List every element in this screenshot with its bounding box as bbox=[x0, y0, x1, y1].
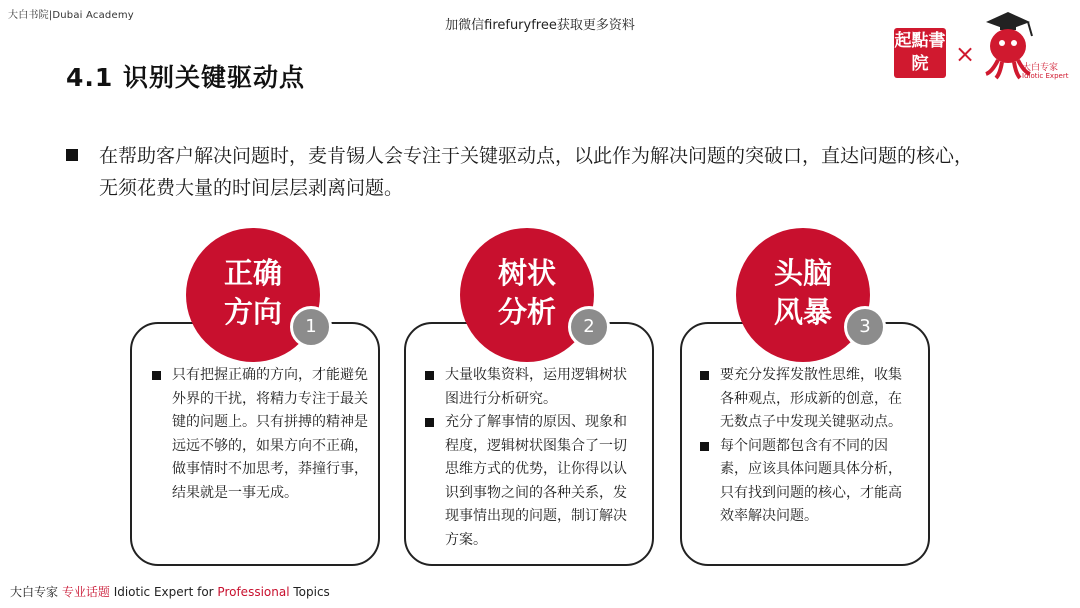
logo-cross: × bbox=[955, 40, 976, 68]
footer-part1: 大白专家 bbox=[10, 585, 59, 599]
list-item-text: 大量收集资料，运用逻辑树状图进行分析研究。 bbox=[445, 367, 627, 407]
list-item-text: 每个问题都包含有不同的因素，应该具体问题具体分析，只有找到问题的核心，才能高效率解决问题。 bbox=[720, 437, 902, 524]
footer-part3: Idiotic Expert for bbox=[113, 585, 218, 599]
mascot-label-cn: 大白专家 bbox=[1022, 63, 1059, 73]
circle-line2: 方向 bbox=[223, 295, 282, 329]
list-item bbox=[425, 411, 635, 552]
circle-line1: 树状 bbox=[497, 256, 556, 290]
list-item-text: 要充分发挥发散性思维，收集各种观点，形成新的创意，在无数点子中发现关键驱动点。 bbox=[720, 367, 902, 430]
footer-part5: Topics bbox=[293, 585, 330, 599]
brand-label: 大白书院|Dubai Academy bbox=[8, 10, 134, 21]
circle-line1: 正确 bbox=[223, 256, 282, 290]
list-item bbox=[700, 364, 912, 435]
bullet-square bbox=[152, 371, 161, 380]
footer-part4: Professional bbox=[217, 585, 290, 599]
circle-line2: 分析 bbox=[497, 295, 556, 329]
list-item bbox=[700, 435, 912, 529]
bullet-square bbox=[425, 371, 434, 380]
circle-line2: 风暴 bbox=[773, 295, 832, 329]
bullet-square bbox=[425, 418, 434, 427]
card-items-tree-analysis bbox=[425, 364, 635, 552]
circle-line1: 头脑 bbox=[773, 256, 832, 290]
footer-part2: 专业话题 bbox=[61, 585, 110, 599]
number-badge-1: 1 bbox=[290, 306, 332, 348]
bullet-square bbox=[66, 149, 78, 161]
card-items-brainstorm bbox=[700, 364, 912, 529]
logo: 起點書院 bbox=[894, 28, 946, 78]
wechat-note: 加微信firefuryfree获取更多资料 bbox=[445, 18, 635, 33]
intro-text: 在帮助客户解决问题时，麦肯锡人会专注于关键驱动点，以此作为解决问题的突破口，直达问题的核心，无须花费大量的时间层层剥离问题。 bbox=[99, 145, 974, 199]
list-item bbox=[425, 364, 635, 411]
list-item-text: 充分了解事情的原因、现象和程度，逻辑树状图集合了一切思维方式的优势，让你得以认识到事物之间的各种关系，发现事情出现的问题，制订解决方案。 bbox=[445, 414, 627, 548]
bullet-square bbox=[700, 442, 709, 451]
mascot-label-en: Idiotic Expert bbox=[1022, 72, 1069, 80]
number-badge-2: 2 bbox=[568, 306, 610, 348]
number-badge-3: 3 bbox=[844, 306, 886, 348]
page-title: 4.1 识别关键驱动点 bbox=[66, 63, 305, 92]
bullet-square bbox=[700, 371, 709, 380]
list-item bbox=[152, 364, 372, 505]
card-items-direction bbox=[152, 364, 372, 505]
footer bbox=[10, 583, 330, 600]
list-item-text: 只有把握正确的方向，才能避免外界的干扰，将精力专注于最关键的问题上。只有拼搏的精神是远远不够的，如果方向不正确，做事情时不加思考，莽撞行事，结果就是一事无成。 bbox=[172, 367, 368, 501]
